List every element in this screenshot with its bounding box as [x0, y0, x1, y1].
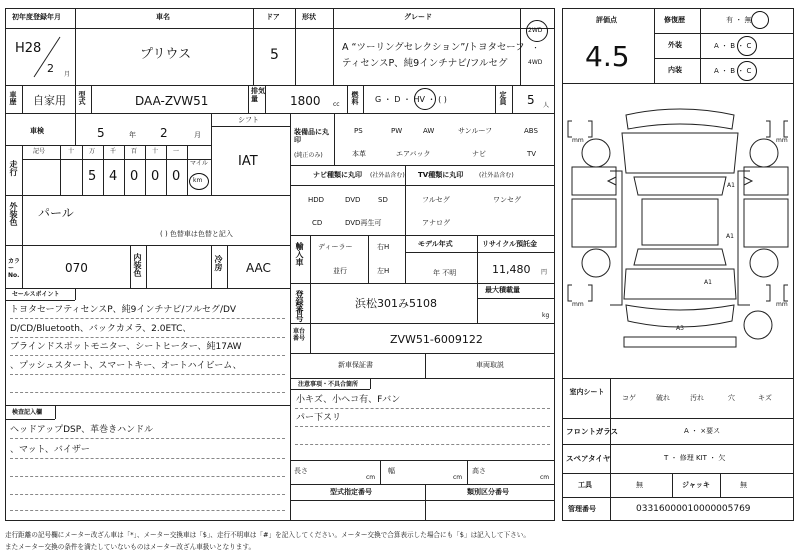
capacity-unit: 人 [543, 102, 550, 109]
inspect-label: 検査記入欄 [12, 409, 43, 416]
drive-4wd: 4WD [528, 59, 543, 66]
navi-cd: CD [312, 219, 323, 227]
equip-title: 装備品に丸印 [294, 128, 329, 145]
seat-opt-1: 破れ [656, 394, 670, 402]
equip-pw: PW [391, 127, 403, 135]
tv-sub: (社外品含む) [479, 172, 514, 179]
sales-label: セールスポイント [12, 291, 60, 298]
capacity-value: 5 [527, 93, 535, 107]
inspection-year: 5 [97, 126, 105, 140]
chassis-label: 車台番号 [293, 328, 306, 343]
color-code: 070 [65, 261, 88, 275]
recycle-unit: 円 [541, 269, 548, 276]
equip-navi: ナビ [472, 150, 486, 158]
sales-line-1: D/CD/Bluetooth、バックカメラ、2.0ETC、 [10, 324, 192, 334]
model-value: DAA-ZVW51 [135, 94, 209, 108]
fuel-hv-circle [414, 88, 436, 110]
chassis-value: ZVW51-6009122 [390, 333, 483, 346]
seat-opt-0: コゲ [622, 394, 636, 402]
tv-title: TV種類に丸印 [418, 171, 464, 179]
shift-value: IAT [238, 154, 258, 169]
import-label: 輸入車 [295, 242, 304, 266]
notes-line1: 小キズ、小ヘコ有、Fバン [296, 395, 401, 405]
diagram-mm-fr: mm [776, 137, 788, 144]
repair-none-circle [751, 11, 769, 29]
inspection-label: 車検 [30, 127, 44, 135]
inspection-month: 2 [160, 126, 168, 140]
fuel-options: G ・ D ・ HV ・ ( ) [375, 95, 447, 104]
digit-0: 5 [88, 169, 97, 184]
maxload-unit: kg [542, 312, 550, 319]
recycle-value: 11,480 [492, 263, 531, 276]
sales-line-0: トヨタセーフティセンスP、純9インチナビ/フルセグ/DV [10, 305, 236, 315]
repair-label: 修復歴 [664, 16, 685, 24]
digit-hdr-4: 十 [152, 148, 159, 155]
mileage-sign-label: 記号 [33, 148, 46, 155]
glass-label: フロントガラス [566, 427, 619, 436]
equip-leather: 本革 [352, 150, 366, 158]
capacity-label: 定員 [499, 91, 507, 105]
sales-line-2: ブラインドスポットモニター、シートヒーター、純17AW [10, 342, 242, 352]
ac-label: 冷房 [214, 255, 223, 271]
diagram-mm-fl: mm [572, 137, 584, 144]
shape-header: 形状 [302, 13, 316, 21]
reg-month-unit: 月 [64, 71, 71, 78]
color-note: ( ) 色替車は色替と記入 [160, 230, 233, 238]
exterior-label: 外装 [668, 41, 682, 49]
inspect-line-1: 、マット、バイザー [10, 445, 90, 455]
equip-abs: ABS [524, 127, 538, 135]
maxload-label: 最大積載量 [485, 286, 520, 294]
damage-mark-3: A3 [676, 325, 684, 332]
notes-line2: パー下スリ [296, 413, 342, 423]
dim-length-unit: cm [366, 474, 376, 481]
digit-hdr-3: 百 [131, 148, 138, 155]
grade-header: グレード [404, 13, 432, 21]
model-year-value: 年 不明 [433, 269, 457, 277]
door-header: ドア [266, 13, 280, 21]
mileage-label: 走行 [9, 160, 18, 176]
model-year-label: モデル年式 [418, 240, 453, 248]
plate-label: 登録番号 [295, 290, 304, 322]
dim-width-unit: cm [453, 474, 463, 481]
equip-sub: (純正のみ) [294, 152, 323, 159]
drive-2wd: 2WD [528, 27, 543, 34]
digit-1: 4 [109, 169, 118, 184]
navi-hdd: HDD [308, 196, 325, 204]
equip-sunroof: サンルーフ [458, 127, 493, 135]
exterior-options: A ・ B ・ C [714, 42, 752, 50]
unit-mile: マイル [190, 160, 208, 167]
spare-label: スペアタイヤ [566, 454, 611, 463]
color-code-label: カラーNo. [8, 258, 21, 280]
inspect-line-0: ヘッドアップDSP、革巻きハンドル [10, 425, 154, 435]
drive-dot: ・ [532, 44, 539, 52]
interior-b-circle [737, 61, 757, 81]
equip-tv: TV [527, 150, 537, 158]
color-value: パール [38, 206, 74, 220]
score-value: 4.5 [585, 40, 630, 73]
jack-label: ジャッキ [682, 481, 710, 489]
damage-mark-2: A1 [704, 279, 712, 286]
door-count: 5 [270, 47, 279, 63]
spare-options: T ・ 修理 KIT ・ 欠 [664, 454, 726, 462]
digit-hdr-5: 一 [173, 148, 180, 155]
damage-mark-0: A1 [727, 182, 735, 189]
seat-label: 室内シート [569, 388, 605, 396]
footnote-line1: 走行距離の記号欄にメーター改ざん車は「*」、メーター交換車は「$」、走行不明車は「#」を記入してください。メーター交換で合算表示した場合にも「$」は記入して下さい。 [5, 531, 530, 539]
fuel-label: 燃料 [351, 91, 359, 105]
type-no-label: 型式指定番号 [330, 488, 372, 496]
equip-aw: AW [423, 127, 435, 135]
reg-year-header: 初年度登録年月 [12, 13, 61, 21]
interior-label: 内装 [668, 66, 682, 74]
inspection-month-unit: 月 [194, 131, 201, 139]
repair-options: 有 ・ 無 [726, 16, 752, 24]
navi-title: ナビ種類に丸印 [313, 171, 362, 179]
damage-mark-1: A1 [726, 233, 734, 240]
navi-sub: (社外品含む) [370, 172, 405, 179]
diagram-mm-rr: mm [776, 301, 788, 308]
reg-month: 2 [47, 62, 54, 75]
unit-km: km [193, 177, 203, 184]
exterior-b-circle [737, 36, 757, 56]
import-parallel: 並行 [333, 267, 347, 275]
diagram-mm-rl: mm [572, 301, 584, 308]
model-label: 型式 [78, 91, 86, 105]
plate-value: 浜松301み5108 [355, 297, 437, 310]
notes-label: 注意事項・不具合箇所 [298, 381, 359, 388]
dim-width-label: 幅 [388, 467, 395, 475]
digit-3: 0 [151, 169, 160, 184]
navi-dvd-play: DVD再生可 [345, 219, 382, 227]
digit-4: 0 [172, 169, 181, 184]
displacement-unit: cc [333, 101, 340, 108]
import-rh: 右H [377, 243, 390, 251]
tools-value: 無 [636, 481, 643, 489]
tools-label: 工具 [578, 481, 592, 489]
class-no-label: 類別区分番号 [467, 488, 509, 496]
inspection-year-unit: 年 [129, 131, 136, 139]
digit-hdr-0: 十 [68, 148, 75, 155]
grade-line1: A “ツーリングセレクション”/トヨタセーフ [342, 42, 525, 53]
warranty-manual: 車両取説 [476, 361, 504, 369]
seat-opt-2: 汚れ [690, 394, 704, 402]
dim-height-unit: cm [540, 474, 550, 481]
mgmt-value: 03316000010000005769 [636, 504, 751, 514]
dim-height-label: 高さ [472, 467, 486, 475]
color-label: 外装色 [9, 202, 18, 226]
displacement-value: 1800 [290, 94, 321, 108]
digit-hdr-2: 千 [110, 148, 117, 155]
tv-oneseg: ワンセグ [493, 196, 521, 204]
reg-era: H28 [15, 41, 42, 56]
ac-value: AAC [246, 261, 271, 275]
recycle-label: リサイクル預託金 [482, 240, 538, 248]
navi-dvd: DVD [345, 196, 361, 204]
tv-fullseg: フルセグ [422, 196, 450, 204]
interior-options: A ・ B ・ C [714, 67, 752, 75]
usage-value: 自家用 [33, 94, 66, 107]
digit-hdr-1: 万 [89, 148, 96, 155]
jack-value: 無 [740, 481, 747, 489]
score-label: 評価点 [596, 16, 617, 24]
usage-label: 車歴 [9, 91, 17, 105]
glass-options: A ・ ×要ス [684, 427, 721, 435]
interior-color-label: 内装色 [133, 253, 142, 277]
shift-label: シフト [238, 116, 259, 124]
mgmt-label: 管理番号 [568, 505, 596, 513]
digit-2: 0 [130, 169, 139, 184]
tv-analog: アナログ [422, 219, 450, 227]
dim-length-label: 長さ [294, 467, 308, 475]
equip-airbag: エアバック [396, 150, 431, 158]
warranty-new: 新車保証書 [338, 361, 373, 369]
import-lh: 左H [377, 267, 390, 275]
seat-opt-4: キズ [758, 394, 772, 402]
sales-line-3: 、プッシュスタート、スマートキー、オートハイビーム、 [10, 361, 242, 371]
displacement-label: 排気量 [251, 87, 265, 103]
grade-line2: ティセンスP、純9インチナビ/フルセグ [342, 58, 508, 69]
car-name: プリウス [140, 47, 192, 62]
equip-ps: PS [354, 127, 363, 135]
import-dealer: ディーラー [318, 243, 353, 251]
navi-sd: SD [378, 196, 388, 204]
car-name-header: 車名 [156, 13, 170, 21]
seat-opt-3: 穴 [728, 394, 735, 402]
footnote-line2: またメーター交換の条件を満たしていないものはメーター改ざん車扱いとなります。 [5, 543, 256, 551]
